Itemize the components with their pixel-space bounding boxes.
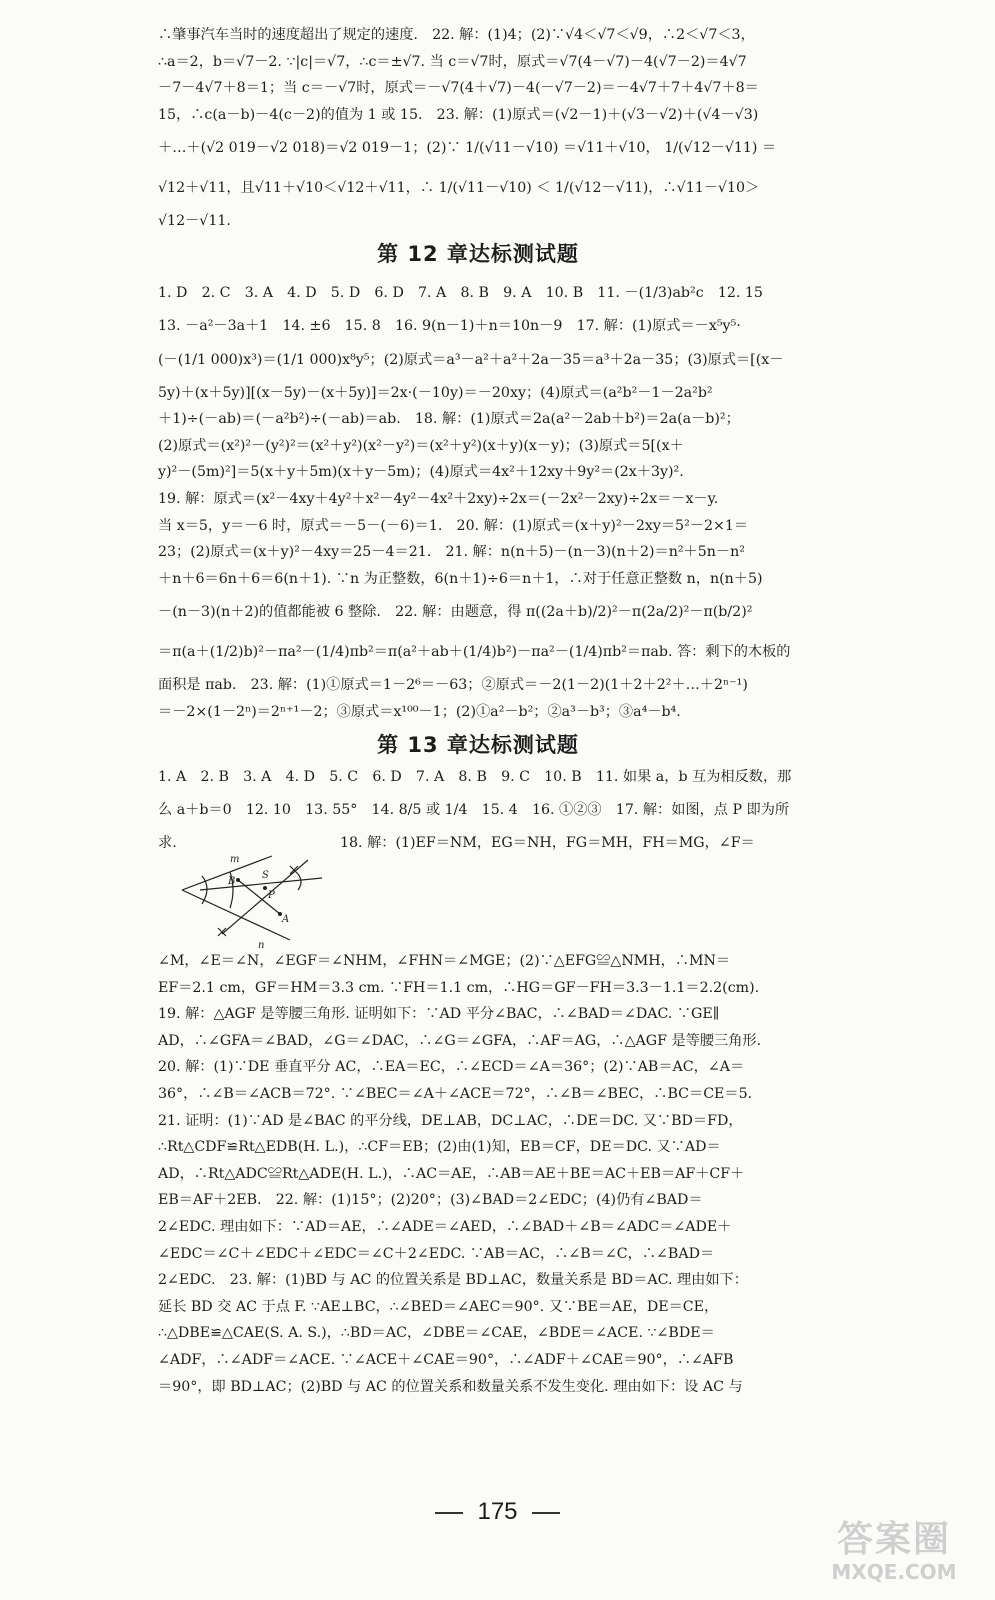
text-line: 5y)＋(x＋5y)][(x－5y)－(x＋5y)]＝2x·(－10y)＝－20xy；(4)原式＝(a²b²－1－2a²b²	[158, 384, 713, 401]
watermark-logo: 答案圈	[836, 1519, 951, 1560]
chapter-13-heading: 第 13 章达标测试题	[377, 732, 579, 757]
label-s: S	[262, 870, 269, 882]
page-content	[158, 22, 798, 1400]
text-line: 延长 BD 交 AC 于点 F. ∵AE⊥BC，∴∠BED＝∠AEC＝90°. 又∵BE＝AE，DE＝CE，	[158, 1298, 719, 1315]
text-line: 面积是 πab. 23. 解：(1)①原式＝1－2⁶＝－63；②原式＝－2(1－2)(1＋2＋2²＋…＋2ⁿ⁻¹)	[158, 677, 748, 694]
text-line: ＋…＋(√2 019－√2 018)＝√2 019－1；(2)∵ 1/(√11－√10) ＝√11＋√10， 1/(√12－√11) ＝	[158, 140, 777, 157]
construction-figure	[172, 852, 340, 952]
text-line: 21. 证明：(1)∵AD 是∠BAC 的平分线，DE⊥AB，DC⊥AC，∴DE＝DC. 又∵BD＝FD，	[158, 1112, 743, 1129]
text-line: 19. 解：原式＝(x²－4xy＋4y²＋x²－4y²－4x²＋2xy)÷2x＝(－2x²－2xy)÷2x＝－x－y.	[158, 490, 719, 507]
watermark-url: MXQE.COM	[831, 1560, 957, 1584]
text-line: √12－√11.	[158, 213, 231, 230]
text-line: 13. －a²－3a＋1 14. ±6 15. 8 16. 9(n－1)＋n＝10n－9 17. 解：(1)原式＝－x⁵y⁵·	[158, 317, 741, 334]
text-line: 1. D 2. C 3. A 4. D 5. D 6. D 7. A 8. B 9. A 10. B 11. －(1/3)ab²c 12. 15	[158, 284, 763, 301]
text-line: ＋1)÷(－ab)＝(－a²b²)÷(－ab)＝ab. 18. 解：(1)原式＝2a(a²－2ab＋b²)＝2a(a－b)²；	[158, 411, 740, 428]
label-a: A	[282, 914, 290, 926]
page-number-value: 175	[477, 1498, 518, 1525]
text-line: ＋n＋6＝6n＋6＝6(n＋1). ∵n 为正整数，6(n＋1)÷6＝n＋1，∴对于任意正整数 n，n(n＋5)	[158, 570, 763, 587]
text-line: 23；(2)原式＝(x＋y)²－4xy＝25－4＝21. 21. 解：n(n＋5)－(n－3)(n＋2)＝n²＋5n－n²	[158, 544, 745, 561]
divider	[435, 1512, 463, 1514]
text-line: 2∠EDC. 理由如下：∵AD＝AE，∴∠ADE＝∠AED，∴∠BAD＋∠B＝∠ADC＝∠ADE＋	[158, 1219, 732, 1236]
chapter-12-heading: 第 12 章达标测试题	[377, 241, 579, 266]
arc-mark	[298, 874, 301, 890]
text-line: 1. A 2. B 3. A 4. D 5. C 6. D 7. A 8. B 9. C 10. B 11. 如果 a，b 互为相反数，那	[158, 768, 792, 785]
text-line: AD，∴Rt△ADC≌Rt△ADE(H. L.)，∴AC＝AE，∴AB＝AE＋BE＝AC＋EB＝AF＋CF＋	[158, 1165, 745, 1182]
figure-row	[158, 830, 798, 952]
point-p	[263, 886, 267, 890]
text-line: AD，∴∠GFA＝∠BAD，∠G＝∠DAC，∴∠G＝∠GFA，∴AF＝AG，∴△AGF 是等腰三角形.	[158, 1032, 762, 1049]
text-line: －7－4√7＋8＝1；当 c＝－√7时，原式＝－√7(4＋√7)－4(－√7－2)＝－4√7＋7＋4√7＋8＝	[158, 80, 759, 97]
answer-block-ch13	[158, 764, 798, 1401]
text-line: ∠M，∠E＝∠N，∠EGF＝∠NHM，∠FHN＝∠MGE；(2)∵△EFG≌△NMH，∴MN＝	[158, 953, 731, 970]
text-line: EF＝2.1 cm，GF＝HM＝3.3 cm. ∵FH＝1.1 cm，∴HG＝GF－FH＝3.3－1.1＝2.2(cm).	[158, 979, 760, 996]
text-line: 20. 解：(1)∵DE 垂直平分 AC，∴EA＝EC，∴∠ECD＝∠A＝36°；(2)∵AB＝AC，∠A＝	[158, 1059, 745, 1076]
text-line: ∴Rt△CDF≌Rt△EDB(H. L.)，∴CF＝EB；(2)由(1)知，EB＝CF，DE＝DC. 又∵AD＝	[158, 1139, 721, 1156]
text-line: ＝π(a＋(1/2)b)²－πa²－(1/4)πb²＝π(a²＋ab＋(1/4)b²)－πa²－(1/4)πb²＝πab. 答：剩下的木板的	[158, 644, 791, 661]
text-line: (2)原式＝(x²)²－(y²)²＝(x²＋y²)(x²－y²)＝(x²＋y²)(x＋y)(x－y)；(3)原式＝5[(x＋	[158, 437, 684, 454]
label-b: B	[228, 876, 236, 888]
text-line: 19. 解：△AGF 是等腰三角形. 证明如下：∵AD 平分∠BAC，∴∠BAD＝∠DAC. ∵GE∥	[158, 1006, 720, 1023]
divider	[532, 1512, 560, 1514]
angle-bisector	[200, 878, 322, 890]
text-line: y)²－(5m)²]＝5(x＋y＋5m)(x＋y－5m)；(4)原式＝4x²＋12xy＋9y²＝(2x＋3y)².	[158, 464, 684, 481]
text-line: ＝－2×(1－2ⁿ)＝2ⁿ⁺¹－2；③原式＝x¹⁰⁰－1；(2)①a²－b²；②a³－b³；③a⁴－b⁴.	[158, 703, 681, 720]
text-line: ∴△DBE≌△CAE(S. A. S.)，∴BD＝AC，∠DBE＝∠CAE，∠BDE＝∠ACE. ∵∠BDE＝	[158, 1325, 715, 1342]
text-line: －(n－3)(n＋2)的值都能被 6 整除. 22. 解：由题意，得 π((2a＋b)/2)²－π(2a/2)²－π(b/2)²	[158, 604, 753, 621]
text-line: √12＋√11，且√11＋√10＜√12＋√11，∴ 1/(√11－√10) ＜ 1/(√12－√11)，∴√11－√10＞	[158, 180, 760, 197]
text-line: 15，∴c(a－b)－4(c－2)的值为 1 或 15. 23. 解：(1)原式＝(√2－1)＋(√3－√2)＋(√4－√3)	[158, 106, 759, 123]
text-line: ∴a＝2，b＝√7－2. ∵|c|＝√7，∴c＝±√7. 当 c＝√7时，原式＝√7(4－√7)－4(√7－2)＝4√7	[158, 53, 747, 70]
text-line: ＝90°，即 BD⊥AC；(2)BD 与 AC 的位置关系和数量关系不发生变化. 理由如下：设 AC 与	[158, 1378, 743, 1395]
text-line: ∠EDC＝∠C＋∠EDC＋∠EDC＝∠C＋2∠EDC. ∵AB＝AC，∴∠B＝∠C，∴∠BAD＝	[158, 1245, 715, 1262]
text-line: 当 x＝5，y＝－6 时，原式＝－5－(－6)＝1. 20. 解：(1)原式＝(x＋y)²－2xy＝5²－2×1＝	[158, 517, 749, 534]
text-line: 2∠EDC. 23. 解：(1)BD 与 AC 的位置关系是 BD⊥AC，数量关系是 BD＝AC. 理由如下：	[158, 1272, 748, 1289]
text-line: 36°，∴∠B＝∠ACB＝72°. ∵∠BEC＝∠A＋∠ACE＝72°，∴∠B＝∠BEC，∴BC＝CE＝5.	[158, 1086, 753, 1103]
watermark	[805, 1520, 983, 1590]
text-line: EB＝AF＋2EB. 22. 解：(1)15°；(2)20°；(3)∠BAD＝2∠EDC；(4)仍有∠BAD＝	[158, 1192, 703, 1209]
ray-m	[182, 856, 272, 890]
label-m: m	[230, 854, 240, 866]
answer-block-ch11	[158, 22, 798, 235]
answer-block-ch12	[158, 273, 798, 726]
label-n: n	[258, 940, 265, 952]
text-line: 18. 解：(1)EF＝NM，EG＝NH，FG＝MH，FH＝MG，∠F＝	[340, 835, 755, 852]
text-line: 求.	[158, 835, 177, 852]
text-line: ∴肇事汽车当时的速度超出了规定的速度. 22. 解：(1)4；(2)∵√4＜√7＜√9，∴2＜√7＜3，	[158, 27, 755, 43]
text-line: (－(1/1 000)x³)＝(1/1 000)x⁸y⁵；(2)原式＝a³－a²＋a²＋2a－35＝a³＋2a－35；(3)原式＝[(x－	[158, 351, 784, 368]
text-line: 么 a＋b＝0 12. 10 13. 55° 14. 8/5 或 1/4 15. 4 16. ①②③ 17. 解：如图，点 P 即为所	[158, 802, 790, 819]
label-p: P	[268, 890, 275, 902]
point-b	[236, 878, 240, 882]
text-line: ∠ADF，∴∠ADF＝∠ACE. ∵∠ACE＋∠CAE＝90°，∴∠ADF＋∠CAE＝90°，∴∠AFB	[158, 1352, 734, 1368]
